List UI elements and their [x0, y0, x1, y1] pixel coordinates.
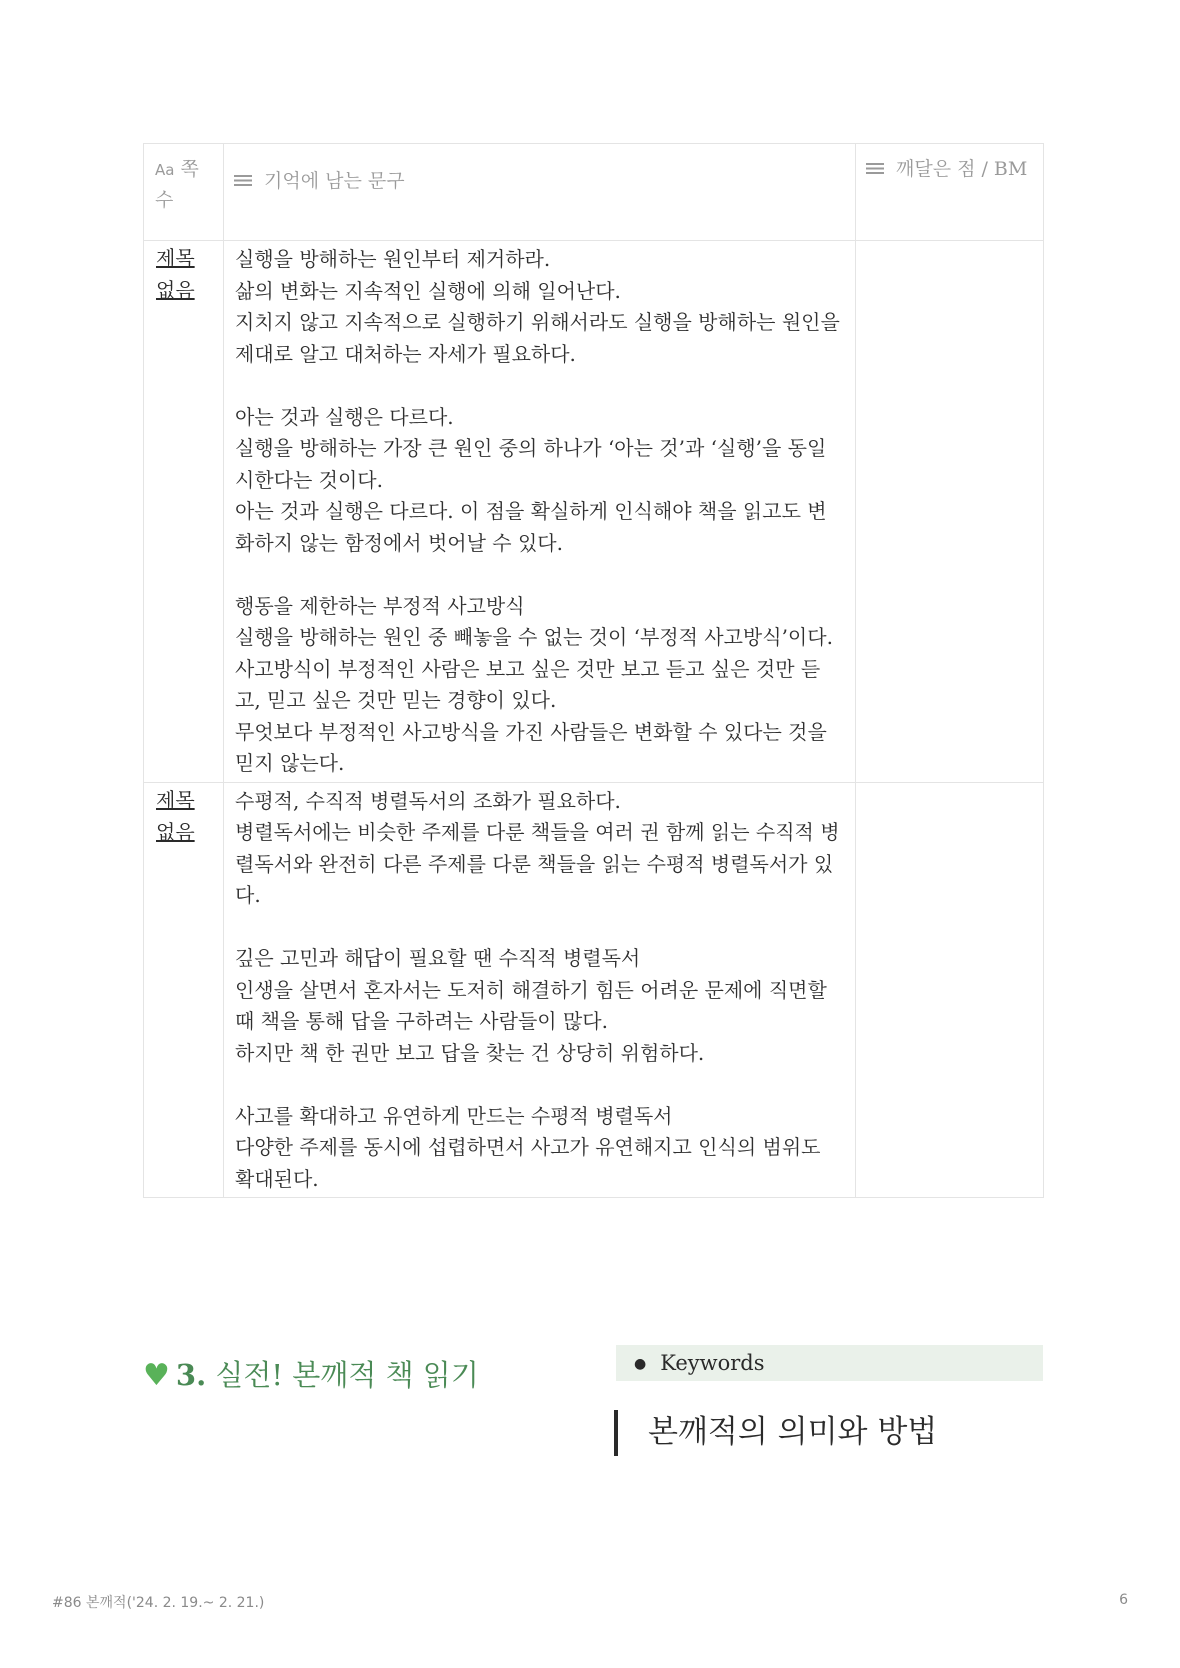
quote-line: 삶의 변화는 지속적인 실행에 의해 일어난다. [235, 278, 621, 303]
quote-line: 아는 것과 실행은 다르다. [235, 404, 454, 429]
header-memorable-quote[interactable] [224, 144, 856, 241]
quote-line: 아는 것과 실행은 다르다. 이 점을 확실하게 인식해야 책을 읽고도 변화하지 않는 함정에서 벗어날 수 있다. [235, 499, 827, 555]
quote-cell [224, 782, 856, 1198]
green-heart-icon: ♥ [143, 1358, 170, 1393]
insight-cell[interactable] [856, 241, 1044, 783]
header-page-number-label: 쪽수 [155, 158, 199, 211]
quote-cell [224, 241, 856, 783]
row-title-cell [144, 241, 224, 783]
table-header-row [144, 144, 1044, 241]
notes-table [143, 143, 1044, 1198]
bullet-icon: ● [634, 1356, 647, 1372]
quote-line: 다양한 주제를 동시에 섭렵하면서 사고가 유연해지고 인식의 범위도 확대된다. [235, 1135, 821, 1191]
keywords-quote: 본깨적의 의미와 방법 [614, 1410, 937, 1456]
blank-line [235, 370, 845, 402]
quote-line: 사고를 확대하고 유연하게 만드는 수평적 병렬독서 [235, 1103, 673, 1128]
section-number: 3. [175, 1358, 207, 1392]
quote-line: 지치지 않고 지속적으로 실행하기 위해서라도 실행을 방해하는 원인을 제대로 알고 대처하는 자세가 필요하다. [235, 310, 840, 366]
keywords-label: Keywords [660, 1351, 765, 1375]
insight-cell[interactable] [856, 782, 1044, 1198]
quote-line: 행동을 제한하는 부정적 사고방식 [235, 593, 525, 618]
footer-document-title: #86 본깨적('24. 2. 19.~ 2. 21.) [52, 1595, 265, 1611]
header-insight-label: 깨달은 점 / BM [896, 158, 1028, 180]
header-memorable-quote-label: 기억에 남는 문구 [264, 170, 405, 192]
title-property-icon: Aa [155, 161, 175, 179]
text-lines-icon [866, 163, 884, 176]
blank-line [235, 559, 845, 591]
row-title-cell [144, 782, 224, 1198]
footer-page-number: 6 [1119, 1592, 1128, 1608]
quote-line: 수평적, 수직적 병렬독서의 조화가 필요하다. [235, 788, 621, 813]
keywords-toggle[interactable] [616, 1345, 1043, 1381]
quote-line: 실행을 방해하는 원인 중 빼놓을 수 없는 것이 ‘부정적 사고방식’이다. [235, 625, 833, 649]
row-title-link[interactable]: 제목 없음 [156, 787, 195, 844]
header-page-number[interactable] [144, 144, 224, 241]
quote-line: 실행을 방해하는 가장 큰 원인 중의 하나가 ‘아는 것’과 ‘실행’을 동일시한다는 것이다. [235, 436, 827, 492]
quote-line: 병렬독서에는 비슷한 주제를 다룬 책들을 여러 권 함께 읽는 수직적 병렬독서와 완전히 다른 주제를 다룬 책들을 읽는 수평적 병렬독서가 있다. [235, 820, 840, 907]
header-insight[interactable] [856, 144, 1044, 241]
table-row [144, 241, 1044, 783]
section-heading [143, 1353, 479, 1394]
quote-line: 사고방식이 부정적인 사람은 보고 싶은 것만 보고 듣고 싶은 것만 듣고, 믿고 싶은 것만 믿는 경향이 있다. [235, 656, 821, 712]
quote-line: 깊은 고민과 해답이 필요할 땐 수직적 병렬독서 [235, 946, 641, 970]
quote-line: 하지만 책 한 권만 보고 답을 찾는 건 상당히 위험하다. [235, 1040, 705, 1065]
section-title-text: 실전! 본깨적 책 읽기 [215, 1358, 479, 1392]
quote-line: 인생을 살면서 혼자서는 도저히 해결하기 힘든 어려운 문제에 직면할 때 책을 통해 답을 구하려는 사람들이 많다. [235, 977, 827, 1033]
quote-line: 실행을 방해하는 원인부터 제거하라. [235, 247, 551, 271]
table-row [144, 782, 1044, 1198]
text-lines-icon [234, 175, 252, 188]
quote-line: 무엇보다 부정적인 사고방식을 가진 사람들은 변화할 수 있다는 것을 믿지 않는다. [235, 719, 827, 775]
row-title-link[interactable]: 제목 없음 [156, 246, 195, 302]
blank-line [235, 912, 845, 944]
blank-line [235, 1069, 845, 1101]
